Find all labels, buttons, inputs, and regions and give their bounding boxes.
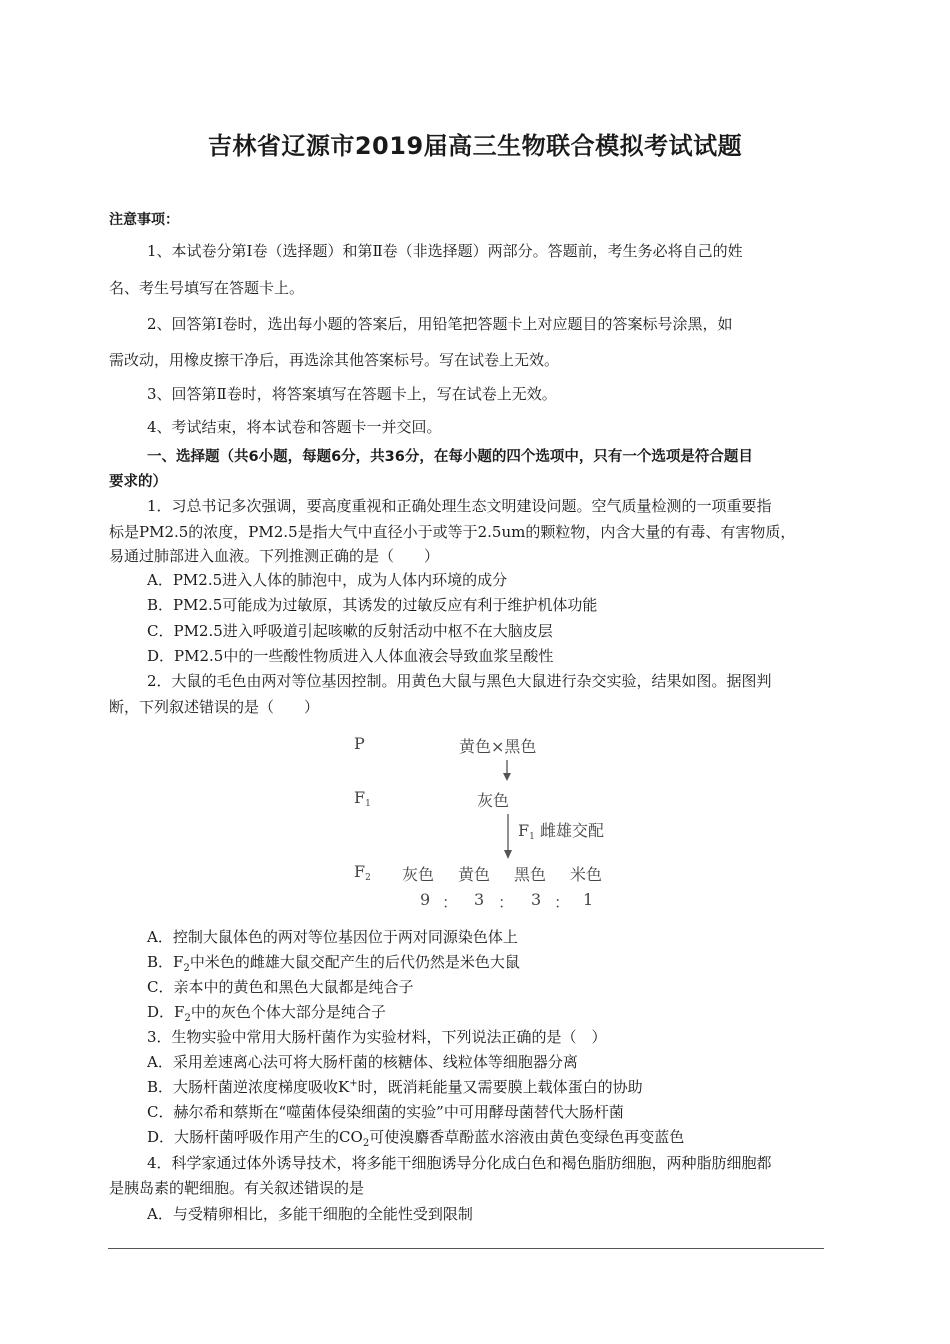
q4-stem-cont: 是胰岛素的靶细胞。有关叙述错误的是 <box>109 1179 365 1197</box>
q2-option-c: C．亲本中的黄色和黑色大鼠都是纯合子 <box>147 978 414 996</box>
q3-stem: 3．生物实验中常用大肠杆菌作为实验材料，下列说法正确的是（ ） <box>147 1028 607 1046</box>
diagram-f2-phenotype: 灰色 <box>402 865 435 884</box>
diagram-ratio-sep: ： <box>498 893 515 912</box>
footer-rule <box>108 1248 824 1249</box>
q1-option-c: C．PM2.5进入呼吸道引起咳嗽的反射活动中枢不在大脑皮层 <box>147 622 553 640</box>
diagram-ratio-sep: ： <box>554 893 571 912</box>
cross-diagram <box>340 728 620 918</box>
q4-stem: 4．科学家通过体外诱导技术，将多能干细胞诱导分化成白色和褐色脂肪细胞，两种脂肪细胞都 <box>147 1154 772 1172</box>
diagram-f1-label: F1 <box>354 788 371 809</box>
q1-option-d: D．PM2.5中的一些酸性物质进入人体血液会导致血浆呈酸性 <box>147 647 554 665</box>
q1-stem-cont-1: 标是PM2.5的浓度，PM2.5是指大气中直径小于或等于2.5um的颗粒物，内含大量的有毒、有害物质， <box>109 523 796 541</box>
diagram-ratio-value: 3 <box>474 890 485 909</box>
q3-option-a: A．采用差速离心法可将大肠杆菌的核糖体、线粒体等细胞器分离 <box>147 1053 578 1071</box>
page-title: 吉林省辽源市2019届高三生物联合模拟考试试题 <box>207 132 743 160</box>
arrow-down-icon <box>500 760 514 782</box>
q1-option-a: A．PM2.5进入人体的肺泡中，成为人体内环境的成分 <box>147 571 508 589</box>
q1-stem: 1．习总书记多次强调，要高度重视和正确处理生态文明建设问题。空气质量检测的一项重要指 <box>147 497 772 515</box>
diagram-p-cross: 黄色×黑色 <box>459 737 537 756</box>
diagram-ratio-value: 1 <box>583 890 594 909</box>
diagram-f1-mating: F1 雌雄交配 <box>518 821 604 842</box>
diagram-ratio-value: 9 <box>420 890 431 909</box>
diagram-f2-phenotype: 黄色 <box>458 865 491 884</box>
q3-option-c: C．赫尔希和蔡斯在“噬菌体侵染细菌的实验”中可用酵母菌替代大肠杆菌 <box>147 1103 624 1121</box>
notice-item-2-cont: 需改动，用橡皮擦干净后，再选涂其他答案标号。写在试卷上无效。 <box>109 351 560 369</box>
section-heading: 一、选择题（共6小题，每题6分，共36分，在每小题的四个选项中，只有一个选项是符合题目 <box>147 449 753 465</box>
notice-item-2: 2、回答第Ⅰ卷时，选出每小题的答案后，用铅笔把答题卡上对应题目的答案标号涂黑，如 <box>147 315 733 333</box>
q2-option-d: D．$F_2$中的灰色个体大部分是纯合子 <box>147 1003 386 1024</box>
q1-option-b: B．PM2.5可能成为过敏原，其诱发的过敏反应有利于维护机体功能 <box>147 596 598 614</box>
notice-label: 注意事项： <box>109 212 179 228</box>
notice-item-4: 4、考试结束，将本试卷和答题卡一并交回。 <box>147 418 442 436</box>
diagram-p-label: P <box>354 734 365 753</box>
diagram-ratio-sep: ： <box>442 893 459 912</box>
q3-option-d: D．大肠杆菌呼吸作用产生的$CO_2$可使溴麝香草酚蓝水溶液由黄色变绿色再变蓝色 <box>147 1128 685 1149</box>
diagram-f2-phenotype: 黑色 <box>514 865 547 884</box>
diagram-f2-label: F2 <box>354 862 371 883</box>
notice-item-1: 1、本试卷分第Ⅰ卷（选择题）和第Ⅱ卷（非选择题）两部分。答题前，考生务必将自己的姓 <box>147 242 743 260</box>
q2-stem-cont: 断，下列叙述错误的是（ ） <box>109 698 320 716</box>
diagram-f1-phenotype: 灰色 <box>477 791 510 810</box>
q4-option-a: A．与受精卵相比，多能干细胞的全能性受到限制 <box>147 1205 473 1223</box>
section-heading-cont: 要求的） <box>109 474 167 490</box>
notice-item-3: 3、回答第Ⅱ卷时，将答案填写在答题卡上，写在试卷上无效。 <box>147 385 557 403</box>
diagram-ratio-value: 3 <box>531 890 542 909</box>
q3-option-b: B．大肠杆菌逆浓度梯度吸收K+时，既消耗能量又需要膜上载体蛋白的协助 <box>147 1078 643 1096</box>
notice-item-1-cont: 名、考生号填写在答题卡上。 <box>109 279 305 297</box>
q2-option-b: B．$F_2$中米色的雌雄大鼠交配产生的后代仍然是米色大鼠 <box>147 953 520 974</box>
q2-stem: 2．大鼠的毛色由两对等位基因控制。用黄色大鼠与黑色大鼠进行杂交实验，结果如图。据图判 <box>147 672 772 690</box>
q1-stem-cont-2: 易通过肺部进入血液。下列推测正确的是（ ） <box>109 547 440 565</box>
diagram-f2-phenotype: 米色 <box>570 865 603 884</box>
q2-option-a: A．控制大鼠体色的两对等位基因位于两对同源染色体上 <box>147 928 518 946</box>
arrow-down-icon <box>501 814 515 860</box>
